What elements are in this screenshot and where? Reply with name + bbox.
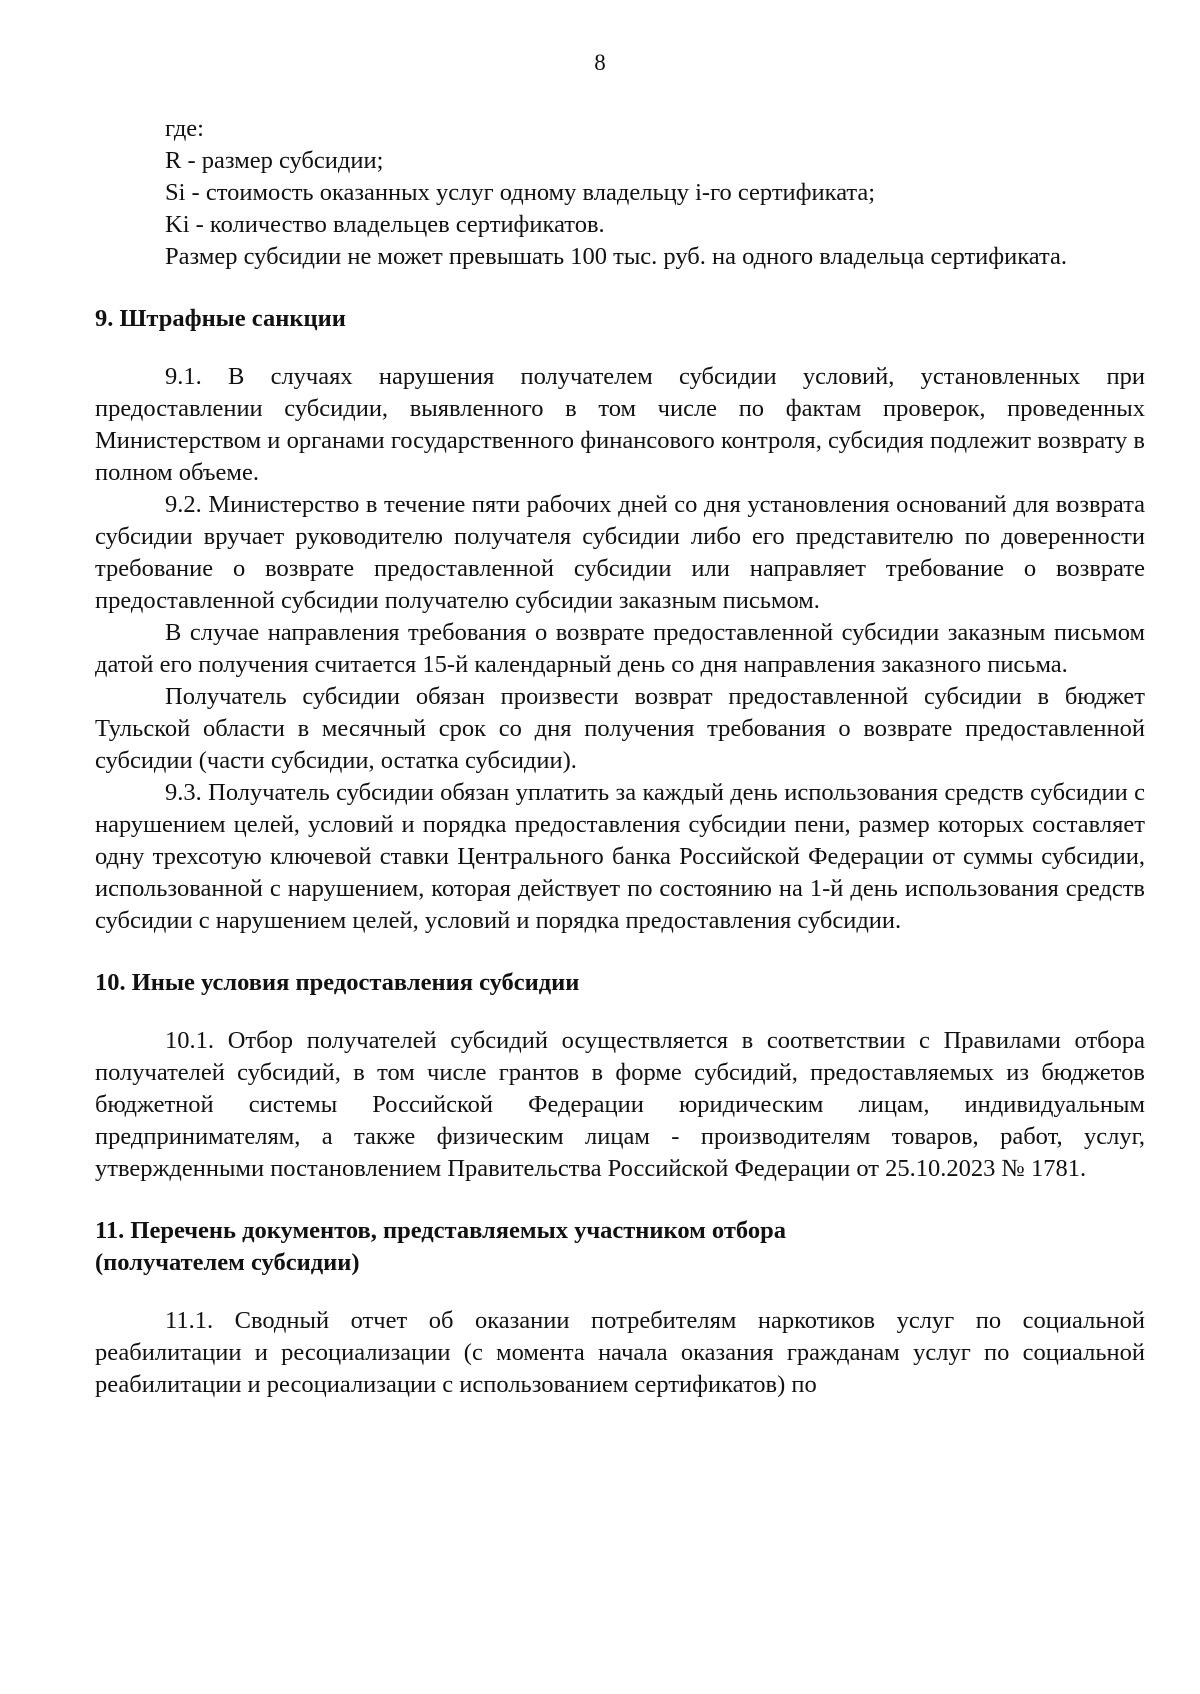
spacer — [95, 1279, 1145, 1305]
spacer — [95, 335, 1145, 361]
section-9-paragraph-1: 9.1. В случаях нарушения получателем субсидии условий, установленных при предоставлении субсидии, выявленного в том числе по фактам проверок, проведенных Министерством и органами государственного финансового контроля, субсидия подлежит возврату в полном объеме. — [95, 363, 1145, 486]
page-number: 8 — [594, 50, 606, 75]
section-11-paragraph-1: 11.1. Сводный отчет об оказании потребителям наркотиков услуг по социальной реабилитации и ресоциализации (с момента начала оказания гражданам услуг по социальной реабилитации и ресоциализации с использованием сертификатов) по — [95, 1307, 1145, 1398]
section-11-heading-line-1: 11. Перечень документов, представляемых участником отбора — [95, 1217, 786, 1244]
section-10-heading: 10. Иные условия предоставления субсидии — [95, 969, 580, 996]
spacer — [95, 937, 1145, 967]
section-9-paragraph-3: В случае направления требования о возврате предоставленной субсидии заказным письмом датой его получения считается 15-й календарный день со дня направления заказного письма. — [95, 619, 1145, 678]
where-label: где: — [165, 115, 204, 142]
document-body — [95, 113, 1145, 1401]
si-definition: Si - стоимость оказанных услуг одному владельцу i-го сертификата; — [165, 179, 876, 206]
r-definition: R - размер субсидии; — [165, 147, 384, 174]
spacer — [95, 999, 1145, 1025]
section-9-paragraph-5: 9.3. Получатель субсидии обязан уплатить за каждый день использования средств субсидии с нарушением целей, условий и порядка предоставления субсидии пени, размер которых составляет одну трехсотую ключевой ставки Центрального банка Российской Федерации от суммы субсидии, использованной с нарушением, которая действует по состоянию на 1-й день использования средств субсидии с нарушением целей, условий и порядка предоставления субсидии. — [95, 779, 1145, 934]
section-9-heading: 9. Штрафные санкции — [95, 305, 346, 332]
section-10-paragraph-1: 10.1. Отбор получателей субсидий осуществляется в соответствии с Правилами отбора получателей субсидий, в том числе грантов в форме субсидий, предоставляемых из бюджетов бюджетной системы Российской Федерации юридическим лицам, индивидуальным предпринимателям, а также физическим лицам - производителям товаров, работ, услуг, утвержденными постановлением Правительства Российской Федерации от 25.10.2023 № 1781. — [95, 1027, 1145, 1182]
subsidy-limit-paragraph: Размер субсидии не может превышать 100 тыс. руб. на одного владельца сертификата. — [165, 243, 1068, 270]
spacer — [95, 1185, 1145, 1215]
spacer — [95, 273, 1145, 303]
section-9-paragraph-2: 9.2. Министерство в течение пяти рабочих дней со дня установления оснований для возврата субсидии вручает руководителю получателя субсидии либо его представителю по доверенности требование о возврате предоставленной субсидии или направляет требование о возврате предоставленной субсидии получателю субсидии заказным письмом. — [95, 491, 1145, 614]
section-9-paragraph-4: Получатель субсидии обязан произвести возврат предоставленной субсидии в бюджет Тульской области в месячный срок со дня получения требования о возврате предоставленной субсидии (части субсидии, остатка субсидии). — [95, 683, 1145, 774]
ki-definition: Ki - количество владельцев сертификатов. — [165, 211, 605, 238]
section-11-heading-line-2: (получателем субсидии) — [95, 1249, 360, 1276]
